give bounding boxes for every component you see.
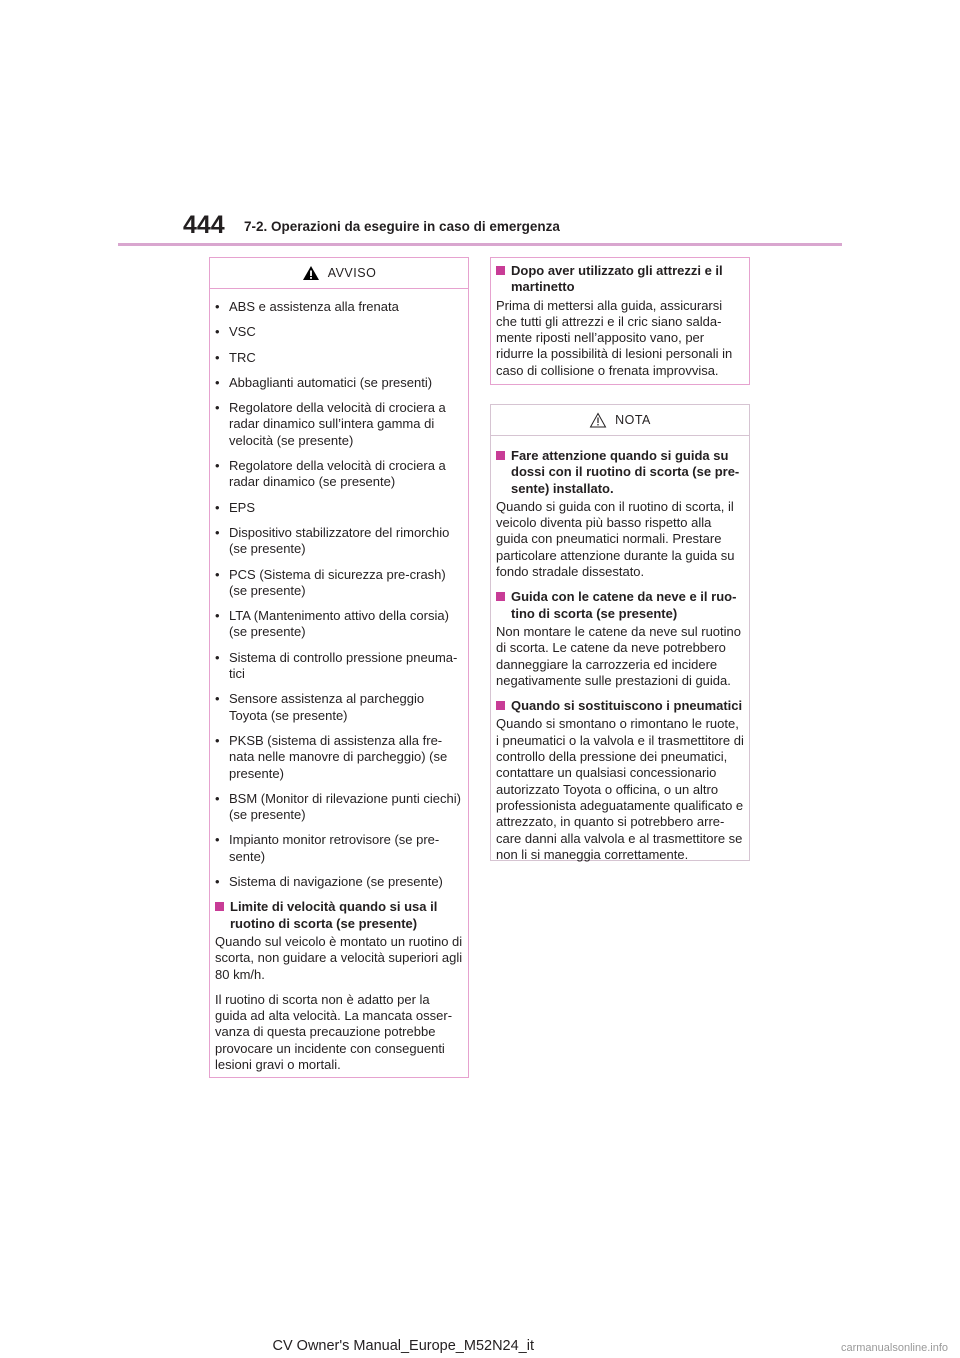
list-item-text: Impianto monitor retrovisore (se pre-sente) — [229, 832, 440, 864]
list-item: • Regolatore della velocità di crociera a radar dinamico sull’intera gamma di velocità (se presente) — [215, 400, 463, 449]
note-body — [491, 436, 749, 880]
list-item-text: PCS (Sistema di sicurezza pre-crash) (se presente) — [229, 566, 446, 598]
list-item-text: TRC — [229, 349, 256, 365]
list-item: • Sistema di controllo pressione pneuma-tici — [215, 650, 463, 683]
list-item: • VSC — [215, 324, 463, 340]
list-item: • EPS — [215, 500, 463, 516]
paragraph: Non montare le catene da neve sul ruotino di scorta. Le catene da neve potrebbero danneggiare la carrozzeria ed incidere negativamente sulle prestazioni di guida. — [496, 623, 741, 688]
list-item-text: Sensore assistenza al parcheggio Toyota (se presente) — [229, 691, 425, 723]
list-item: • Sistema di navigazione (se presente) — [215, 874, 463, 890]
page-number: 444 — [183, 211, 225, 239]
subheading-text: Dopo aver utilizzato gli attrezzi e il martinetto — [511, 263, 723, 295]
list-item: • Dispositivo stabilizzatore del rimorchio (se presente) — [215, 525, 463, 558]
square-bullet-icon — [496, 266, 505, 275]
list-item-text: VSC — [229, 324, 256, 340]
list-item: • ABS e assistenza alla frenata — [215, 299, 463, 315]
list-item-text: Abbaglianti automatici (se presenti) — [229, 374, 433, 390]
list-item: • Sensore assistenza al parcheggio Toyota (se presente) — [215, 691, 463, 724]
note-title: NOTA — [615, 413, 651, 427]
warning-box — [209, 257, 469, 1078]
list-item-text: Dispositivo stabilizzatore del rimorchio (se presente) — [229, 524, 450, 557]
warning-title: AVVISO — [327, 266, 377, 280]
list-item: • TRC — [215, 350, 463, 366]
list-item-text: Sistema di navigazione (se presente) — [229, 874, 443, 890]
paragraph: Quando sul veicolo è montato un ruotino di scorta, non guidare a velocità superiori agli 80 km/h. — [215, 933, 463, 982]
subheading — [496, 698, 744, 714]
note-header — [491, 405, 749, 436]
list-item: • Abbaglianti automatici (se presenti) — [215, 375, 463, 391]
list-item-text: PKSB (sistema di assistenza alla fre-nata nelle manovre di parcheggio) (se presente) — [229, 732, 448, 781]
list-item: • Impianto monitor retrovisore (se pre-sente) — [215, 832, 463, 865]
square-bullet-icon — [496, 592, 505, 601]
subheading — [215, 899, 463, 932]
subheading-text: Limite di velocità quando si usa il ruotino di scorta (se presente) — [230, 899, 438, 931]
subheading-text: Guida con le catene da neve e il ruo-tino di scorta (se presente) — [511, 589, 737, 621]
warning-header — [210, 258, 468, 289]
paragraph: Il ruotino di scorta non è adatto per la guida ad alta velocità. La mancata osser-vanza di questa precauzione potrebbe provocare un incidente con conseguenti lesioni gravi o mortali. — [215, 991, 453, 1072]
subheading — [496, 589, 744, 622]
list-item-text: EPS — [229, 499, 256, 515]
list-item-text: LTA (Mantenimento attivo della corsia) (se presente) — [229, 608, 449, 640]
watermark: carmanualsonline.info — [840, 1342, 948, 1354]
header-rule — [118, 243, 842, 246]
subheading-text: Fare attenzione quando si guida su dossi con il ruotino di scorta (se pre-sente) installato. — [511, 448, 740, 496]
caution-triangle-icon — [589, 412, 607, 428]
subheading — [496, 448, 744, 497]
list-item: • BSM (Monitor di rilevazione punti ciechi) (se presente) — [215, 791, 463, 824]
subheading — [496, 263, 744, 296]
list-item: • LTA (Mantenimento attivo della corsia) (se presente) — [215, 608, 463, 641]
warning-triangle-icon — [302, 265, 320, 281]
list-item: • PCS (Sistema di sicurezza pre-crash) (se presente) — [215, 567, 463, 600]
paragraph: Quando si guida con il ruotino di scorta, il veicolo diventa più basso rispetto alla guida con pneumatici normali. Prestare particolare attenzione durante la guida su fondo stradale dissestato. — [496, 498, 735, 580]
paragraph: Prima di mettersi alla guida, assicurarsi che tutti gli attrezzi e il cric siano salda-mente riposti nell’apposito vano, per ridurre la possibilità di lesioni personali in caso di collisione o frenata improvvisa. — [496, 297, 733, 378]
list-item-text: Regolatore della velocità di crociera a radar dinamico sull’intera gamma di velocità (se presente) — [229, 400, 446, 448]
footer-text: CV Owner's Manual_Europe_M52N24_it — [272, 1338, 534, 1354]
warning-continuation-box — [490, 257, 750, 385]
list-item-text: BSM (Monitor di rilevazione punti ciechi) (se presente) — [229, 790, 461, 823]
list-item: • PKSB (sistema di assistenza alla fre-nata nelle manovre di parcheggio) (se presente) — [215, 733, 463, 782]
warning-continuation-body — [491, 258, 749, 396]
note-box — [490, 404, 750, 861]
list-item-text: Regolatore della velocità di crociera a radar dinamico (se presente) — [229, 458, 446, 490]
paragraph: Quando si smontano o rimontano le ruote, i pneumatici o la valvola e il trasmettitore di controllo della pressione dei pneumatici, contattare un qualsiasi concessionario autorizzato Toyota o officina, o un altro professionista adeguatamente qualificato e attrezzato, in quanto si potrebbero arre-care danni alla valvola e al trasmettitore se non li si maneggia correttamente. — [496, 716, 744, 862]
warning-body — [210, 289, 468, 1090]
square-bullet-icon — [215, 902, 224, 911]
subheading-text: Quando si sostituiscono i pneumatici — [511, 698, 743, 714]
square-bullet-icon — [496, 701, 505, 710]
section-title: 7-2. Operazioni da eseguire in caso di emergenza — [244, 219, 560, 234]
list-item-text: ABS e assistenza alla frenata — [229, 299, 399, 314]
list-item-text: Sistema di controllo pressione pneuma-tici — [229, 649, 458, 682]
square-bullet-icon — [496, 451, 505, 460]
list-item: • Regolatore della velocità di crociera a radar dinamico (se presente) — [215, 458, 463, 491]
